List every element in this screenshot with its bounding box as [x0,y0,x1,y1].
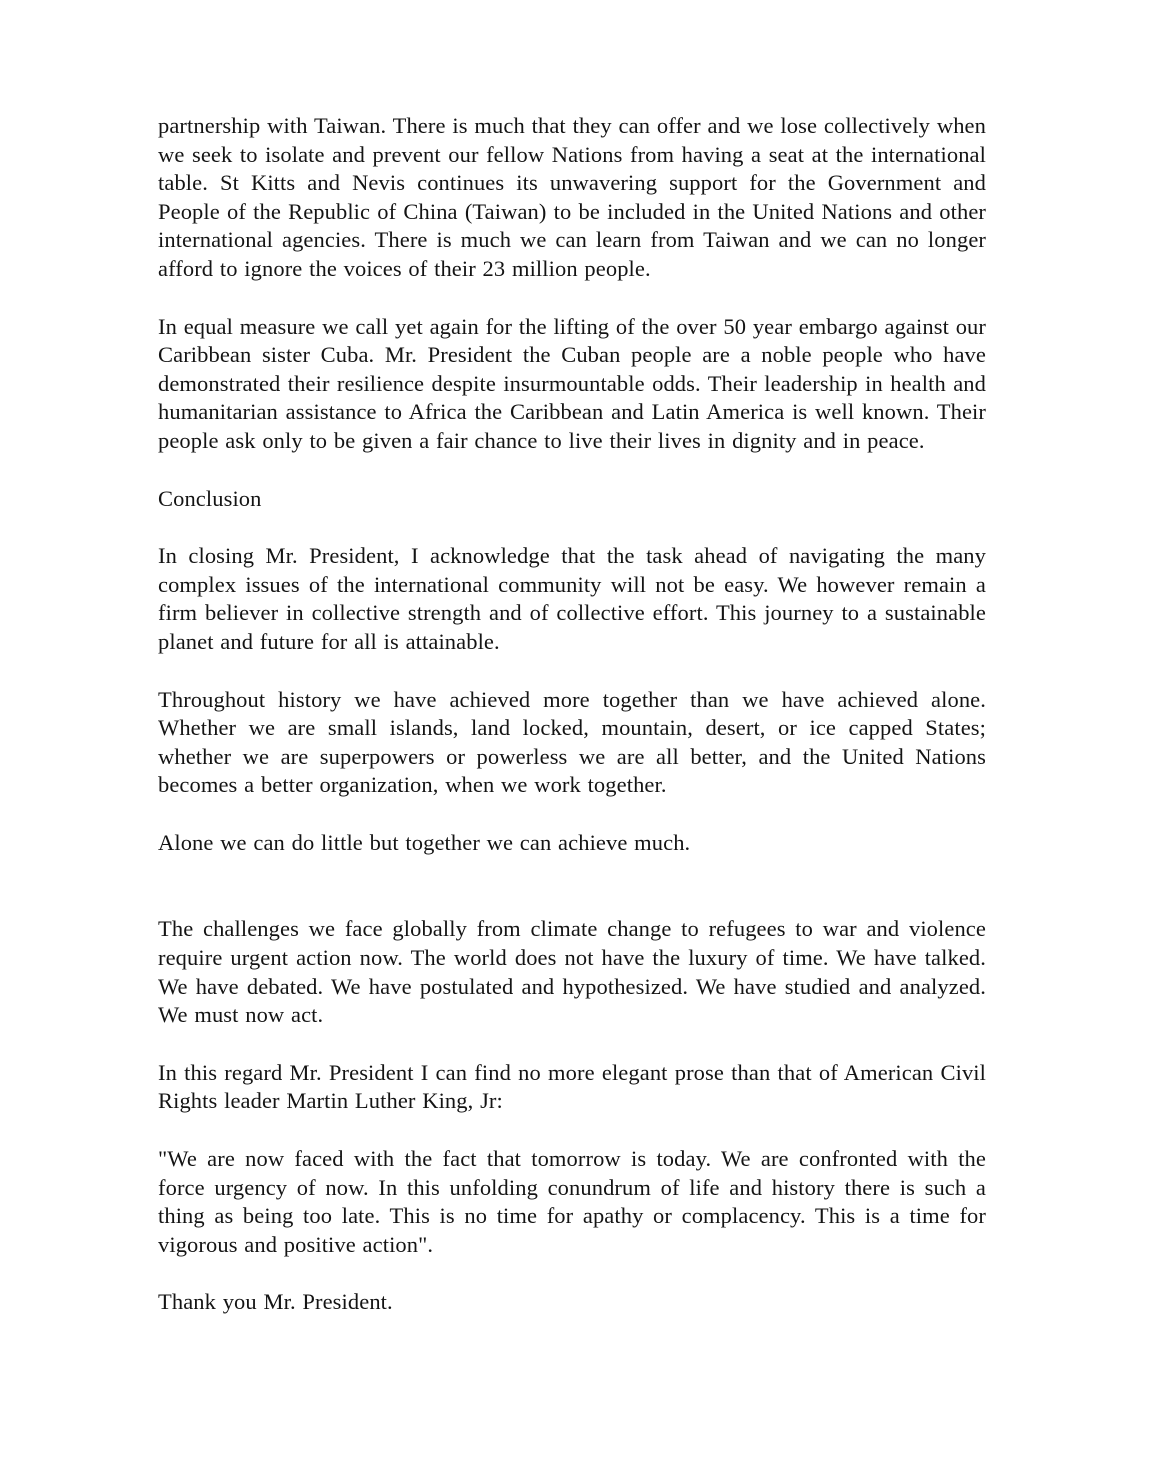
paragraph-throughout-history: Throughout history we have achieved more together than we have achieved alone. Whether we are small islands, land locked, mountain, desert, or ice capped States; whether we are superpowers or powerless we are all better, and the United Nations becomes a better organization, when we work together. [158,686,986,798]
paragraph-alone-together: Alone we can do little but together we can achieve much. [158,829,691,855]
paragraph-mlk-quote: "We are now faced with the fact that tomorrow is today. We are confronted with the force urgency of now. In this unfolding conundrum of life and history there is such a thing as being too late. This is no time for apathy or complacency. This is a time for vigorous and positive action". [158,1146,986,1257]
section-heading-conclusion: Conclusion [158,485,262,511]
paragraph-mlk-intro: In this regard Mr. President I can find no more elegant prose than that of American Civil Rights leader Martin Luther King, Jr: [158,1059,986,1114]
paragraph-taiwan-partnership: partnership with Taiwan. There is much that they can offer and we lose collectively when we seek to isolate and prevent our fellow Nations from having a seat at the international table. St Kitts and Nevis continues its unwavering support for the Government and People of the Republic of China (Taiwan) to be included in the United Nations and other international agencies. There is much we can learn from Taiwan and we can no longer afford to ignore the voices of their 23 million people. [158,113,986,281]
paragraph-challenges: The challenges we face globally from climate change to refugees to war and violence require urgent action now. The world does not have the luxury of time. We have talked. We have debated. We have postulated and hypothesized. We have studied and analyzed. We must now act. [158,916,986,1028]
paragraph-cuba-embargo: In equal measure we call yet again for the lifting of the over 50 year embargo against our Caribbean sister Cuba. Mr. President the Cuban people are a noble people who have demonstrated their resilience despite insurmountable odds. Their leadership in health and humanitarian assistance to Africa the Caribbean and Latin America is well known. Their people ask only to be given a fair chance to live their lives in dignity and in peace. [158,313,986,453]
speech-text-block [158,112,986,1317]
paragraph-thank-you: Thank you Mr. President. [158,1289,393,1315]
paragraph-in-closing: In closing Mr. President, I acknowledge that the task ahead of navigating the many complex issues of the international community will not be easy. We however remain a firm believer in collective strength and of collective effort. This journey to a sustainable planet and future for all is attainable. [158,543,986,654]
